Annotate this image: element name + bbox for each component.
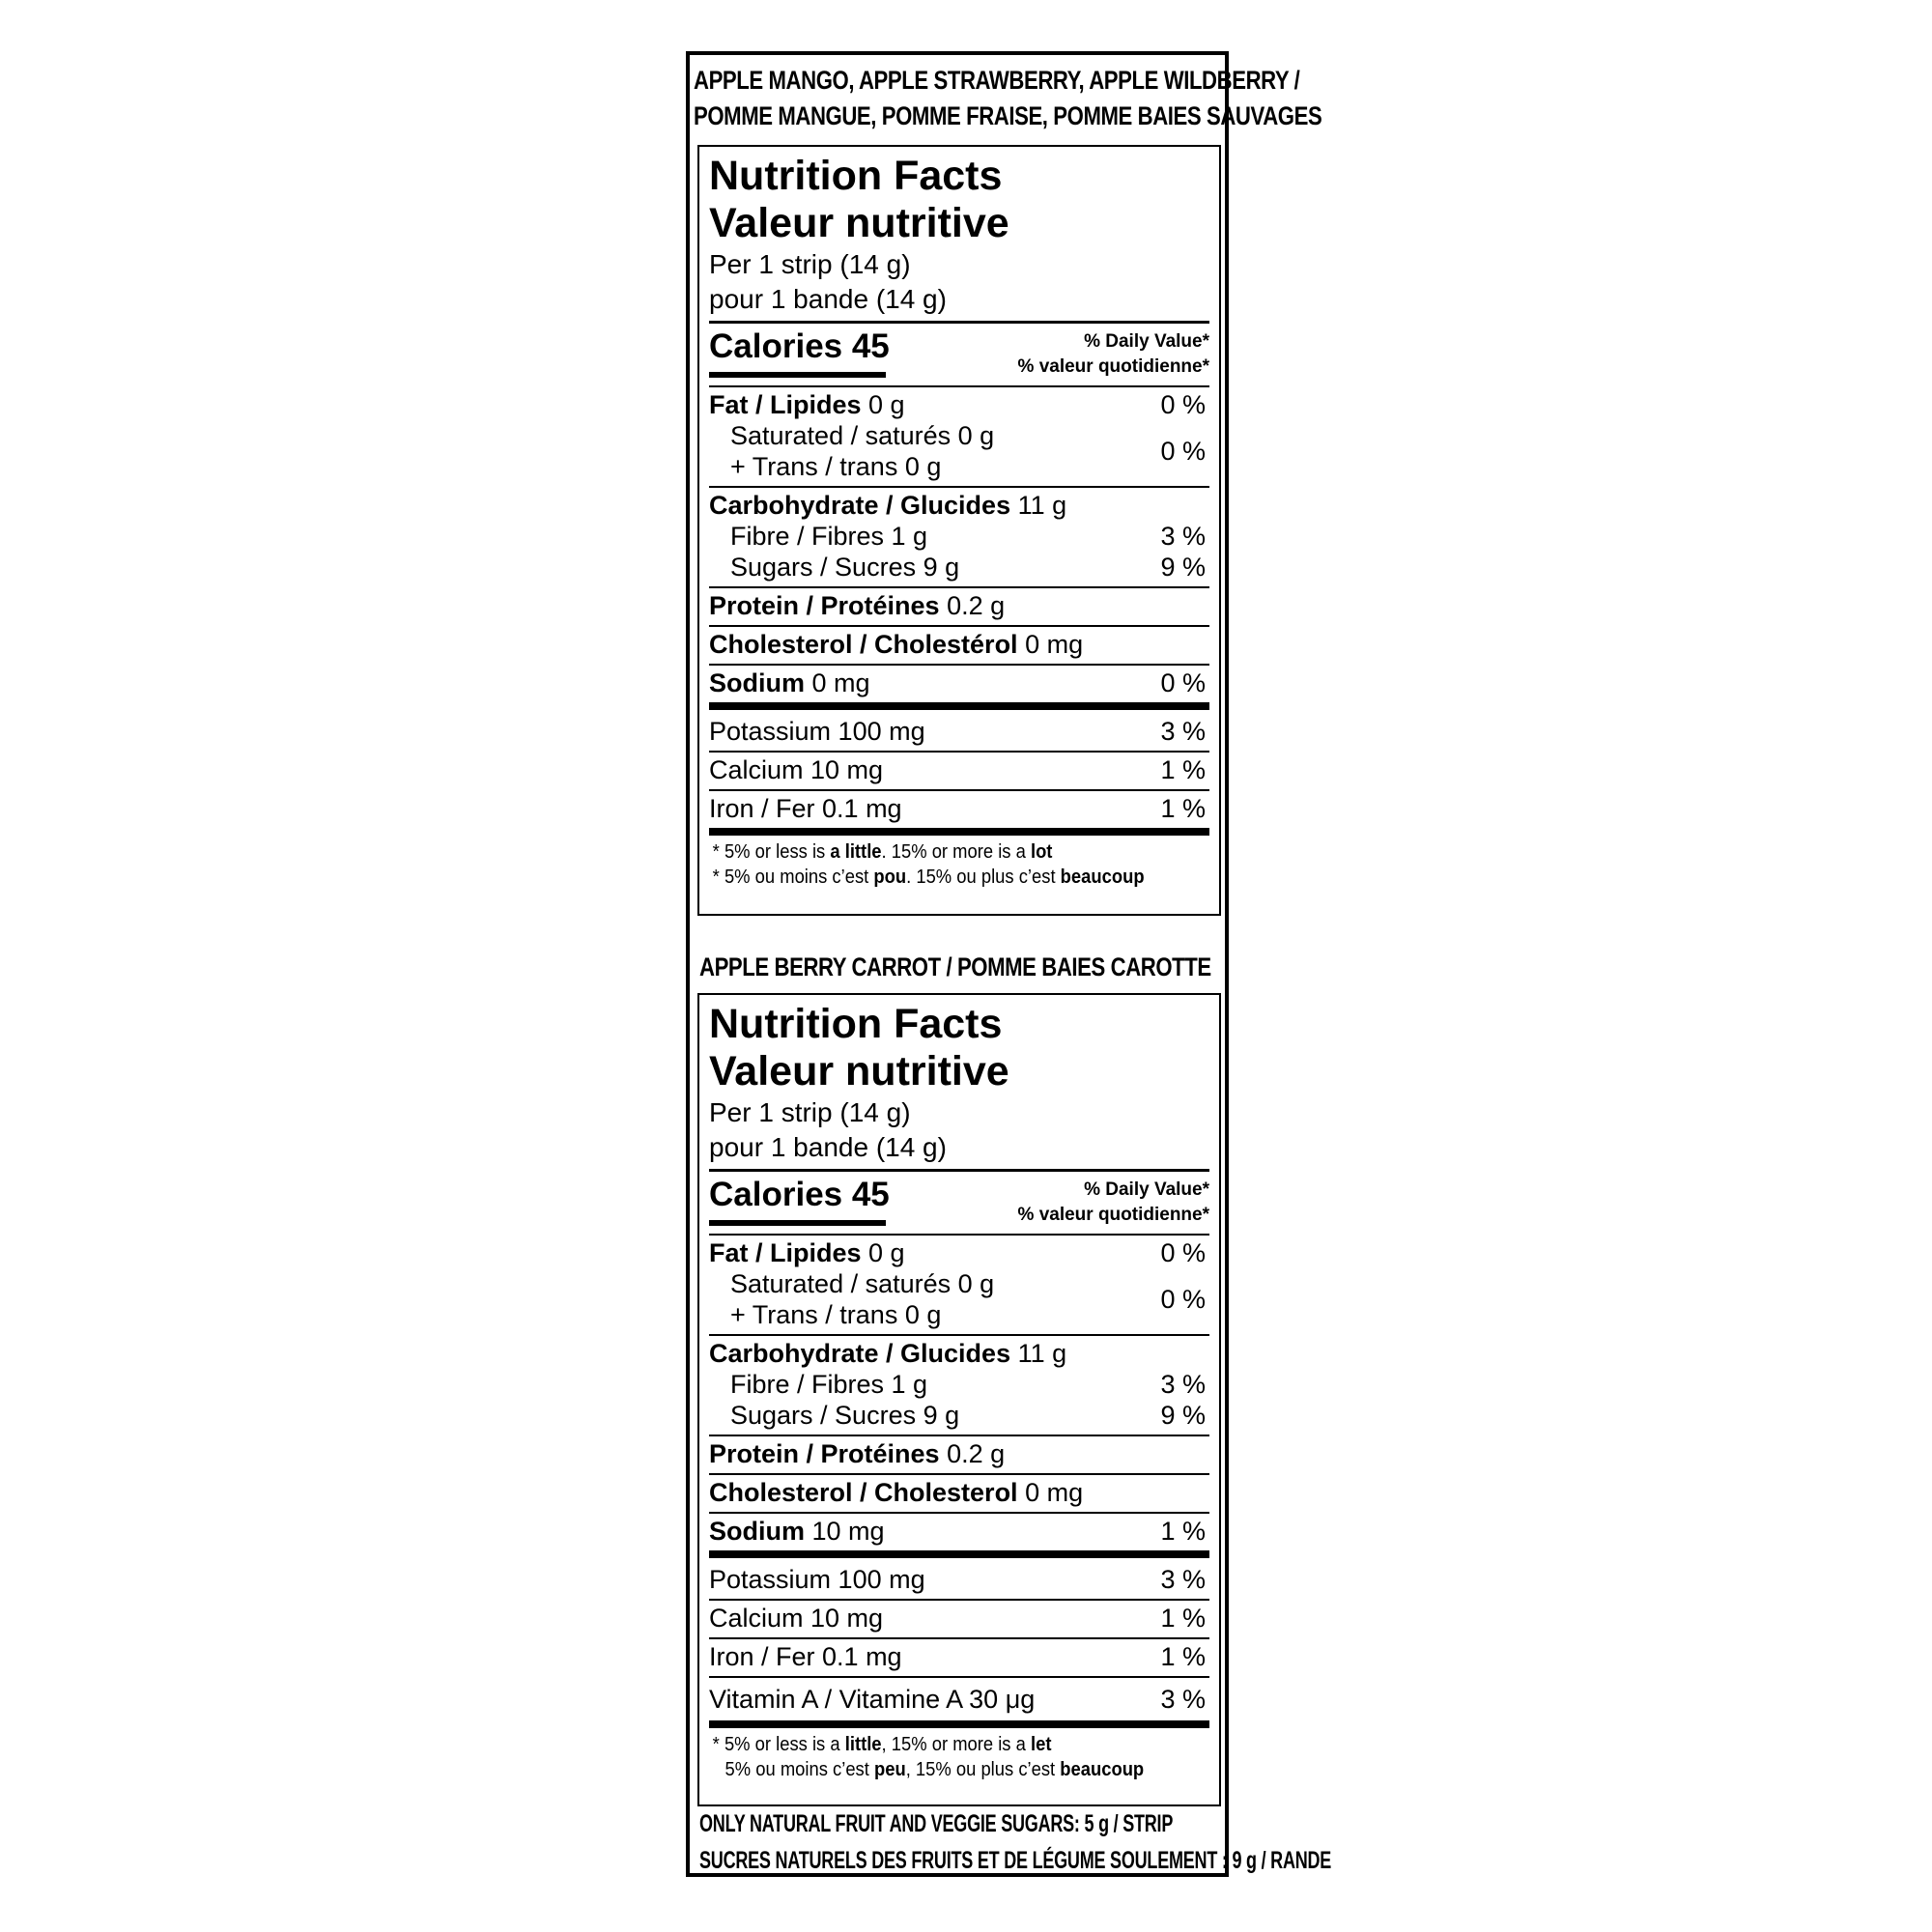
thick-divider — [709, 702, 1209, 710]
daily-value-fr: % valeur quotidienne* — [1017, 1205, 1209, 1225]
footnote — [709, 1728, 1170, 1788]
fibre-label: Fibre / Fibres 1 g — [730, 522, 928, 551]
sodium-percent: 0 % — [1160, 668, 1206, 697]
protein-row — [709, 1436, 1209, 1473]
trans-label: + Trans / trans 0 g — [730, 452, 942, 481]
daily-value-en: % Daily Value* — [1084, 1179, 1209, 1200]
footnote-fr — [713, 865, 1170, 890]
fat-label: Fat / Lipides — [709, 390, 862, 419]
iron-percent: 1 % — [1160, 794, 1206, 823]
footnote-text: * 5% ou moins c’est — [712, 867, 874, 888]
carb-row — [709, 1338, 1209, 1369]
iron-percent: 1 % — [1160, 1642, 1206, 1671]
cholesterol-row — [709, 627, 1209, 664]
serving-size-en: Per 1 strip (14 g) — [709, 249, 911, 279]
vitamin-a-label: Vitamin A / Vitamine A 30 μg — [709, 1685, 1036, 1714]
fibre-label: Fibre / Fibres 1 g — [730, 1370, 928, 1399]
footnote — [709, 836, 1170, 895]
fibre-percent: 3 % — [1160, 1370, 1206, 1399]
footnote-bold: a little — [830, 841, 882, 863]
footnote-bold: pou — [873, 867, 907, 888]
protein-amount: 0.2 g — [939, 591, 1006, 620]
calcium-label: Calcium 10 mg — [709, 755, 884, 784]
sugars-row — [709, 552, 1209, 582]
flavor-line: APPLE MANGO, APPLE STRAWBERRY, APPLE WILDBERRY / — [694, 66, 1300, 95]
fat-row — [709, 1237, 1209, 1268]
serving-size-fr: pour 1 bande (14 g) — [709, 1132, 947, 1162]
potassium-row — [709, 710, 1209, 751]
footnote-bold: beaucoup — [1060, 1759, 1145, 1780]
sugars-label: Sugars / Sucres 9 g — [730, 553, 960, 582]
flavor-line: APPLE BERRY CARROT / POMME BAIES CAROTTE — [699, 952, 1211, 981]
footnote-text: , 15% or more is a — [881, 1734, 1031, 1755]
saturated-label: Saturated / saturés 0 g — [730, 1269, 995, 1298]
fat-percent: 0 % — [1160, 390, 1206, 419]
thick-divider — [709, 1550, 1209, 1558]
nutrition-facts-title: Nutrition Facts — [709, 1001, 1003, 1047]
sodium-amount: 0 mg — [805, 668, 870, 697]
footnote-fr — [713, 1757, 1170, 1782]
sugars-percent: 9 % — [1160, 553, 1206, 582]
flavor-header-2 — [699, 950, 1211, 985]
fat-row — [709, 389, 1209, 420]
footnote-bold: peu — [873, 1759, 906, 1780]
carb-group — [709, 488, 1209, 586]
footnote-text: * 5% or less is a — [712, 1734, 845, 1755]
natural-sugars-en: ONLY NATURAL FRUIT AND VEGGIE SUGARS: 5 g / STRIP — [699, 1810, 1174, 1837]
cholesterol-row — [709, 1475, 1209, 1512]
calories-underline — [709, 1220, 886, 1226]
sat-trans-percent: 0 % — [1160, 436, 1206, 466]
iron-row — [709, 1639, 1209, 1676]
valeur-nutritive-title: Valeur nutritive — [709, 200, 1009, 246]
sodium-percent: 1 % — [1160, 1517, 1206, 1546]
daily-value-fr: % valeur quotidienne* — [1017, 356, 1209, 377]
calcium-percent: 1 % — [1160, 755, 1206, 784]
fibre-row — [709, 1369, 1209, 1400]
carb-label: Carbohydrate / Glucides — [709, 1339, 1011, 1368]
sodium-label: Sodium — [709, 1517, 805, 1546]
potassium-label: Potassium 100 mg — [709, 717, 925, 746]
footnote-bold: lot — [1030, 841, 1053, 863]
carb-row — [709, 490, 1209, 521]
carb-amount: 11 g — [1010, 491, 1067, 520]
calories-row — [709, 1172, 1209, 1234]
sodium-row — [709, 1514, 1209, 1550]
cholesterol-label: Cholesterol / Cholesterol — [709, 1478, 1018, 1507]
sodium-amount: 10 mg — [805, 1517, 885, 1546]
thick-divider — [709, 1720, 1209, 1728]
calories-label: Calories 45 — [709, 1176, 890, 1213]
daily-value-en: % Daily Value* — [1084, 331, 1209, 352]
fat-group — [709, 387, 1209, 486]
protein-amount: 0.2 g — [939, 1439, 1006, 1468]
fibre-row — [709, 521, 1209, 552]
sat-trans-row — [709, 1268, 1209, 1330]
natural-sugars-note — [699, 1805, 1331, 1879]
nutrition-panel — [686, 51, 1332, 1877]
footnote-text: , 15% ou plus c’est — [905, 1759, 1061, 1780]
footnote-text: * 5% or less is — [712, 841, 831, 863]
saturated-label: Saturated / saturés 0 g — [730, 421, 995, 450]
serving-size-fr: pour 1 bande (14 g) — [709, 284, 947, 314]
nutrition-facts-table-2 — [697, 993, 1221, 1806]
potassium-row — [709, 1558, 1209, 1599]
daily-value-header — [1018, 1178, 1209, 1228]
footnote-bold: little — [844, 1734, 882, 1755]
fat-amount: 0 g — [861, 390, 905, 419]
nutrition-facts-title: Nutrition Facts — [709, 153, 1003, 199]
daily-value-header — [1018, 329, 1209, 380]
trans-label: + Trans / trans 0 g — [730, 1300, 942, 1329]
fat-group — [709, 1236, 1209, 1334]
flavor-header-1 — [694, 63, 1322, 134]
calcium-row — [709, 753, 1209, 789]
calories-label: Calories 45 — [709, 327, 890, 365]
natural-sugars-fr: SUCRES NATURELS DES FRUITS ET DE LÉGUME SOULEMENT : 9 g / RANDE — [699, 1847, 1332, 1874]
protein-label: Protein / Protéines — [709, 591, 940, 620]
sodium-row — [709, 666, 1209, 702]
calories-row — [709, 324, 1209, 385]
sat-trans-row — [709, 420, 1209, 482]
iron-row — [709, 791, 1209, 828]
calcium-percent: 1 % — [1160, 1604, 1206, 1633]
fat-percent: 0 % — [1160, 1238, 1206, 1267]
fibre-percent: 3 % — [1160, 522, 1206, 551]
carb-label: Carbohydrate / Glucides — [709, 491, 1011, 520]
carb-amount: 11 g — [1010, 1339, 1067, 1368]
nutrition-facts-table-1 — [697, 145, 1221, 916]
footnote-text: . 15% ou plus c’est — [906, 867, 1061, 888]
fat-label: Fat / Lipides — [709, 1238, 862, 1267]
calcium-label: Calcium 10 mg — [709, 1604, 884, 1633]
potassium-label: Potassium 100 mg — [709, 1565, 925, 1594]
flavor-line: POMME MANGUE, POMME FRAISE, POMME BAIES SAUVAGES — [694, 101, 1322, 130]
cholesterol-label: Cholesterol / Cholestérol — [709, 630, 1018, 659]
fat-amount: 0 g — [861, 1238, 905, 1267]
sugars-label: Sugars / Sucres 9 g — [730, 1401, 960, 1430]
sat-trans-percent: 0 % — [1160, 1284, 1206, 1314]
sugars-row — [709, 1400, 1209, 1431]
vitamin-a-percent: 3 % — [1160, 1685, 1206, 1714]
calcium-row — [709, 1601, 1209, 1637]
potassium-percent: 3 % — [1160, 1565, 1206, 1594]
protein-label: Protein / Protéines — [709, 1439, 940, 1468]
calories-underline — [709, 372, 886, 378]
footnote-text: . 15% or more is a — [881, 841, 1031, 863]
footnote-text: 5% ou moins c’est — [724, 1759, 874, 1780]
carb-group — [709, 1336, 1209, 1435]
sugars-percent: 9 % — [1160, 1401, 1206, 1430]
iron-label: Iron / Fer 0.1 mg — [709, 794, 902, 823]
footnote-bold: let — [1030, 1734, 1052, 1755]
footnote-en — [713, 1732, 1170, 1757]
sodium-label: Sodium — [709, 668, 805, 697]
valeur-nutritive-title: Valeur nutritive — [709, 1048, 1009, 1094]
potassium-percent: 3 % — [1160, 717, 1206, 746]
thick-divider — [709, 828, 1209, 836]
footnote-en — [713, 839, 1170, 865]
iron-label: Iron / Fer 0.1 mg — [709, 1642, 902, 1671]
cholesterol-amount: 0 mg — [1017, 630, 1084, 659]
serving-size-en: Per 1 strip (14 g) — [709, 1097, 911, 1127]
cholesterol-amount: 0 mg — [1017, 1478, 1084, 1507]
vitamin-a-row — [709, 1678, 1209, 1720]
footnote-bold: beaucoup — [1060, 867, 1145, 888]
protein-row — [709, 588, 1209, 625]
